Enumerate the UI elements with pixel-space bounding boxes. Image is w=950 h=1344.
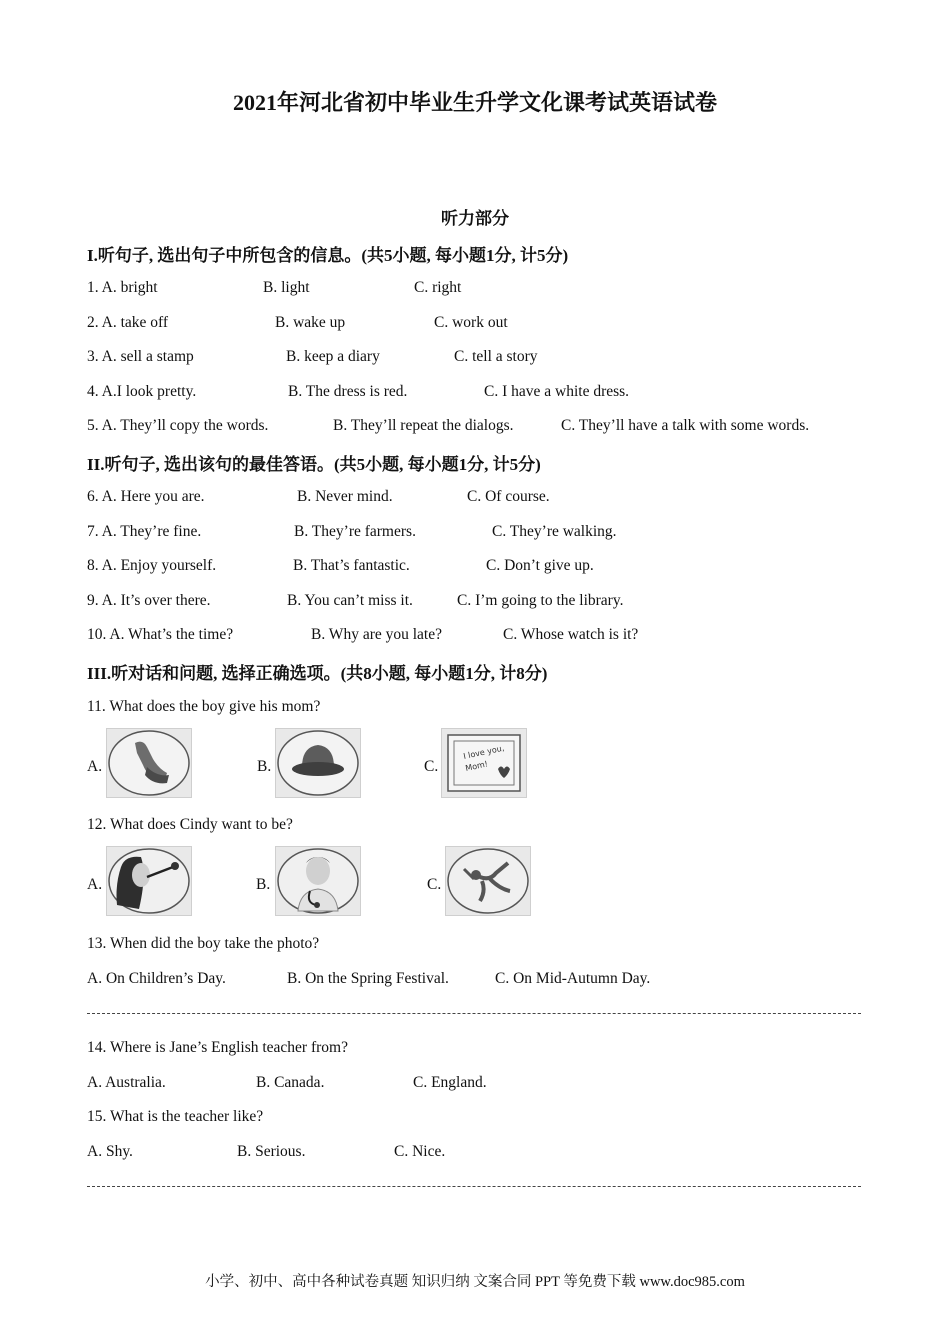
q15-question: 15. What is the teacher like? [87,1108,264,1125]
q13-question: 13. When did the boy take the photo? [87,935,320,952]
q1-option-c: C. right [414,279,462,296]
q11-label-b: B. [257,758,272,775]
q4-option-c: C. I have a white dress. [484,383,630,400]
section-3-heading: III.听对话和问题, 选择正确选项。(共8小题, 每小题1分, 计8分) [87,664,548,683]
q4-option-b: B. The dress is red. [288,383,408,400]
q5-option-c: C. They’ll have a talk with some words. [561,417,810,434]
card-picture [441,728,527,798]
dashed-separator [87,1186,861,1188]
doctor-picture [275,846,361,916]
q6-option-c: C. Of course. [467,488,550,505]
q12-label-a: A. [87,876,103,893]
card-text-line-1: I love you, [462,743,505,761]
q3-option-c: C. tell a story [454,348,538,365]
q9-option-b: B. You can’t miss it. [287,592,413,609]
q12-label-b: B. [256,876,271,893]
q10-option-b: B. Why are you late? [311,626,442,643]
q8-option-c: C. Don’t give up. [486,557,594,574]
listening-part-heading: 听力部分 [441,209,509,228]
q15-option-b: B. Serious. [237,1143,306,1160]
q5-option-a: 5. A. They’ll copy the words. [87,417,269,434]
q13-option-c: C. On Mid-Autumn Day. [495,970,651,987]
dancer-picture [445,846,531,916]
q9-option-c: C. I’m going to the library. [457,592,624,609]
q13-option-b: B. On the Spring Festival. [287,970,449,987]
singer-picture [106,846,192,916]
q14-option-b: B. Canada. [256,1074,325,1091]
q11-label-c: C. [424,758,439,775]
q1-option-a: 1. A. bright [87,279,158,296]
q1-option-b: B. light [263,279,310,296]
q9-option-a: 9. A. It’s over there. [87,592,211,609]
q8-option-b: B. That’s fantastic. [293,557,410,574]
q10-option-c: C. Whose watch is it? [503,626,639,643]
q7-option-c: C. They’re walking. [492,523,617,540]
q14-option-c: C. England. [413,1074,487,1091]
q15-option-a: A. Shy. [87,1143,133,1160]
q6-option-a: 6. A. Here you are. [87,488,205,505]
q11-label-a: A. [87,758,103,775]
q7-option-a: 7. A. They’re fine. [87,523,202,540]
q12-label-c: C. [427,876,442,893]
q3-option-b: B. keep a diary [286,348,380,365]
q13-option-a: A. On Children’s Day. [87,970,226,987]
q6-option-b: B. Never mind. [297,488,393,505]
card-text-line-2: Mom! [464,759,489,773]
q4-option-a: 4. A.I look pretty. [87,383,197,400]
q10-option-a: 10. A. What’s the time? [87,626,234,643]
q2-option-b: B. wake up [275,314,346,331]
q14-question: 14. Where is Jane’s English teacher from? [87,1039,348,1056]
dashed-separator [87,1013,861,1015]
q5-option-b: B. They’ll repeat the dialogs. [333,417,514,434]
section-2-heading: II.听句子, 选出该句的最佳答语。(共5小题, 每小题1分, 计5分) [87,455,541,474]
q14-option-a: A. Australia. [87,1074,166,1091]
footer-text: 小学、初中、高中各种试卷真题 知识归纳 文案合同 PPT 等免费下载 www.doc985.com [205,1274,745,1290]
q12-question: 12. What does Cindy want to be? [87,816,293,833]
q3-option-a: 3. A. sell a stamp [87,348,194,365]
q11-question: 11. What does the boy give his mom? [87,698,321,715]
section-1-heading: I.听句子, 选出句子中所包含的信息。(共5小题, 每小题1分, 计5分) [87,246,569,265]
q7-option-b: B. They’re farmers. [294,523,416,540]
q15-option-c: C. Nice. [394,1143,446,1160]
q2-option-c: C. work out [434,314,508,331]
scarf-picture [106,728,192,798]
exam-title: 2021年河北省初中毕业生升学文化课考试英语试卷 [232,90,717,115]
hat-picture [275,728,361,798]
q8-option-a: 8. A. Enjoy yourself. [87,557,217,574]
q2-option-a: 2. A. take off [87,314,169,331]
